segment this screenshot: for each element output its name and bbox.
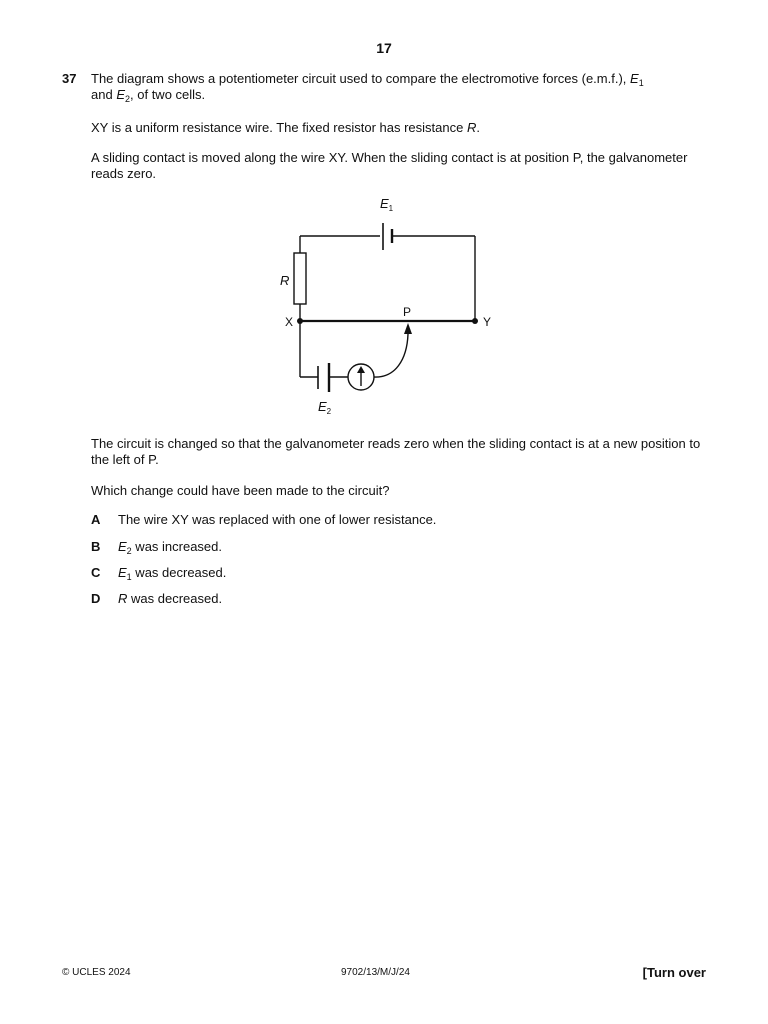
e2-subscript: 2: [125, 94, 131, 104]
wire-description: [91, 120, 711, 136]
point-x-dot: [297, 318, 303, 324]
point-y-dot: [472, 318, 478, 324]
cell-e1-icon: [383, 223, 392, 250]
cell-e2-icon: [318, 363, 329, 392]
option-b-letter: B: [91, 539, 101, 554]
e1-subscript: 1: [638, 78, 644, 88]
footer-copyright: © UCLES 2024: [62, 967, 131, 978]
sliding-contact-arrow-icon: [374, 323, 412, 377]
intro-end: , of two cells.: [130, 87, 206, 102]
label-e1: $E_1$: [380, 196, 394, 213]
e1-symbol: E: [630, 71, 639, 86]
wire-r-symbol: R: [466, 120, 477, 135]
question-intro: [91, 71, 711, 103]
label-x: X: [285, 315, 294, 329]
e2-symbol: E: [116, 87, 125, 102]
question-prompt: Which change could have been made to the circuit?: [91, 483, 390, 498]
option-d-text: R was decreased.: [118, 591, 223, 606]
intro-and: and: [91, 87, 113, 102]
option-c-text: $E_1$ was decreased.: [118, 565, 227, 582]
question-number: 37: [62, 71, 77, 86]
option-b-text: $E_2$ was increased.: [118, 539, 223, 556]
option-d-letter: D: [91, 591, 101, 606]
wire-end: .: [476, 120, 480, 135]
change-description: The circuit is changed so that the galvanometer reads zero when the sliding contact is at a new position to the left of P.: [91, 436, 701, 467]
footer-paper-code: 9702/13/M/J/24: [341, 967, 410, 978]
resistor-icon: [294, 253, 306, 304]
option-a-text: The wire XY was replaced with one of lower resistance.: [118, 512, 437, 527]
page-number: 17: [376, 40, 392, 56]
intro-text: The diagram shows a potentiometer circuit used to compare the electromotive forces (e.m.f.),: [91, 71, 627, 86]
option-a-letter: A: [91, 512, 101, 527]
galvanometer-icon: [348, 364, 374, 390]
potentiometer-diagram: [270, 190, 500, 420]
label-e2: $E_2$: [318, 399, 332, 416]
label-p: P: [403, 305, 412, 319]
sliding-description: A sliding contact is moved along the wire XY. When the sliding contact is at position P, the galvanometer reads zero.: [91, 150, 688, 181]
label-y: Y: [483, 315, 492, 329]
label-r: R: [280, 273, 290, 288]
wire-text: XY is a uniform resistance wire. The fixed resistor has resistance: [91, 120, 464, 135]
option-c-letter: C: [91, 565, 101, 580]
turn-over-label: [Turn over: [642, 965, 706, 980]
